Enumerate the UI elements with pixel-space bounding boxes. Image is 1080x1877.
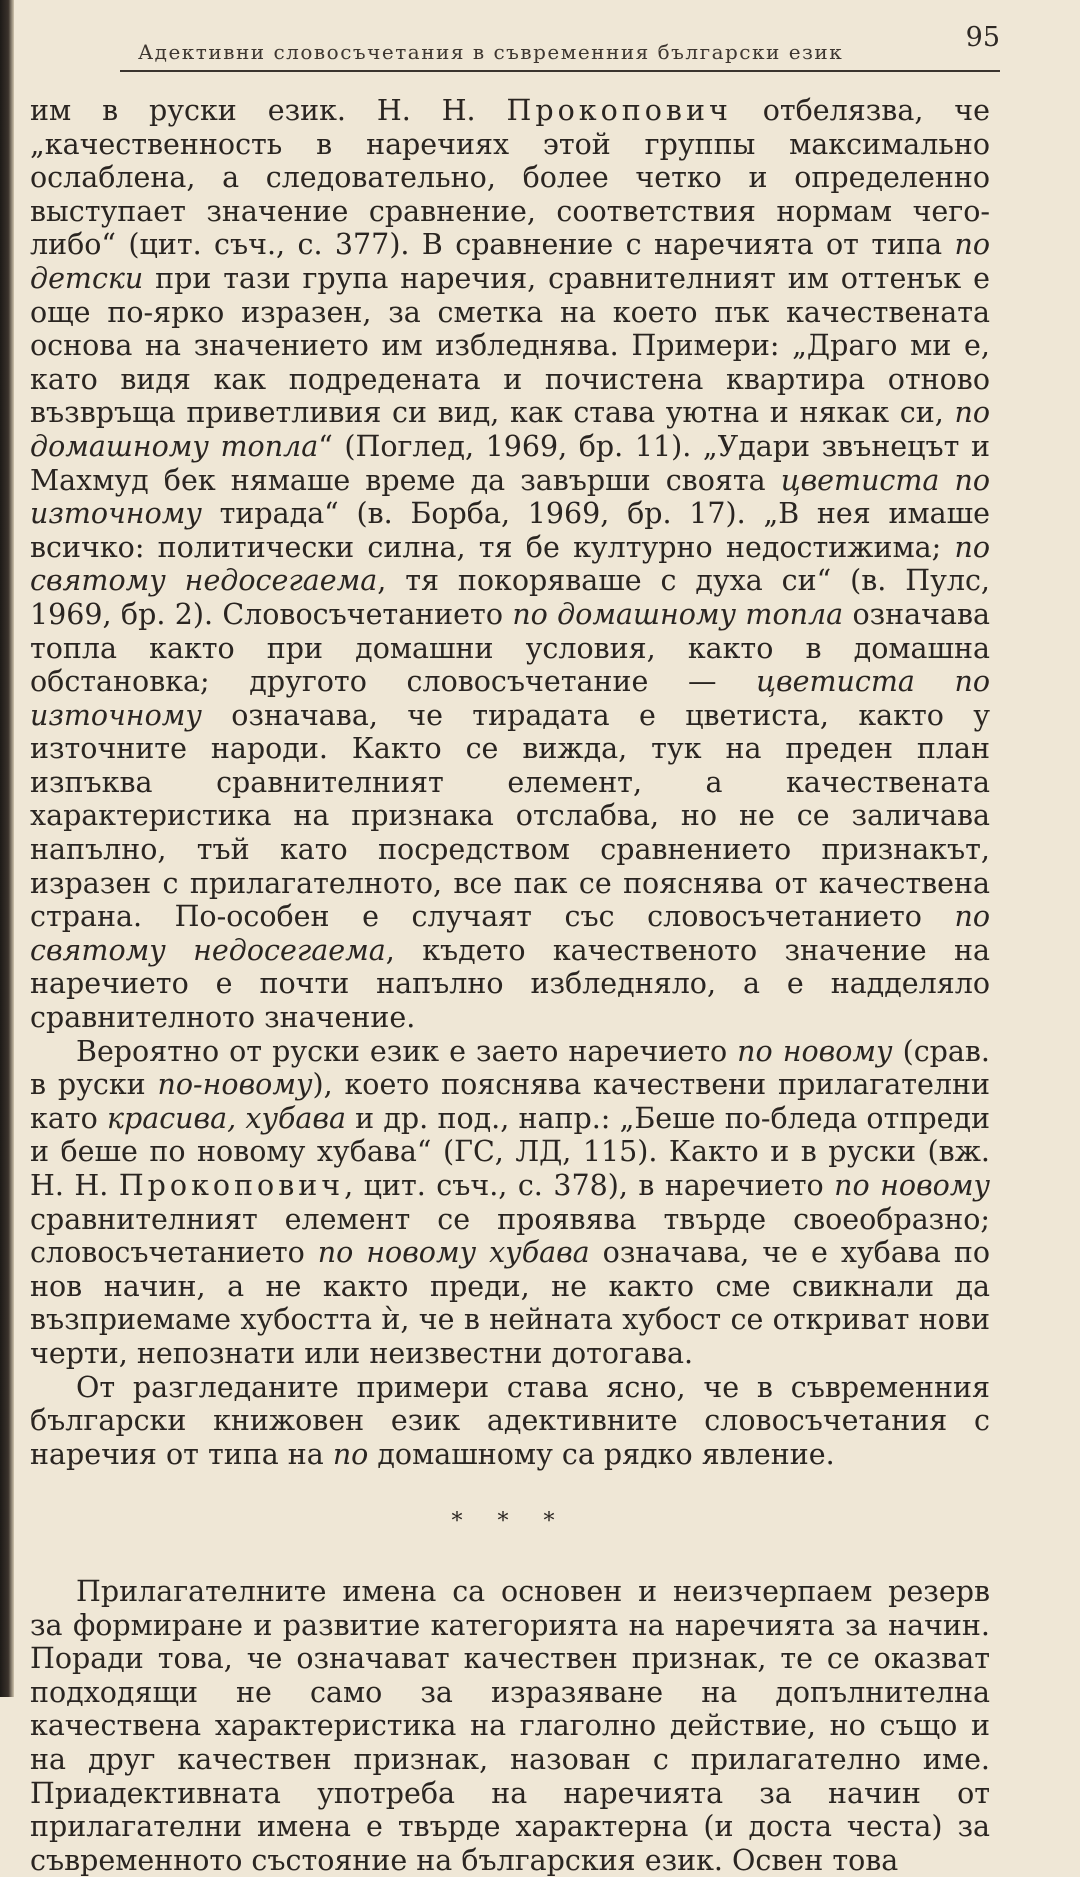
text-run: Вероятно от руски език е заето наречието — [76, 1034, 738, 1068]
page-header — [120, 22, 1000, 72]
italic-term: по святому недосегаема — [30, 530, 990, 598]
running-title: Адективни словосъчетания в съвременния български език — [138, 40, 844, 64]
text-run: означава, че тирадата е цветиста, както у източните народи. Както се вижда, тук на преден план изпъква сравнителният елемент, а качествената характеристика на признака отслабва, но не се заличава напълно, тъй като посредством сравнението признакът, изразен с прилагателното, все пак се пояснява от качествена страна. По-особен е случаят със словосъчетанието — [30, 698, 990, 934]
text-run: (срав. в руски — [30, 1034, 990, 1102]
italic-term: красива, хубава — [106, 1101, 346, 1135]
text-run: означава топла както при домашни условия, както в домашна обстановка; другото словосъчетание — — [30, 597, 991, 699]
page-number: 95 — [965, 22, 1000, 53]
italic-term: по-новому — [157, 1068, 313, 1102]
text-run: сравнителният елемент се проявява твърде своеобразно; словосъчетанието — [30, 1202, 990, 1270]
book-spine-shadow — [0, 0, 14, 1697]
italic-term: по святому недосегаема — [30, 900, 990, 967]
text-run: Прилагателните имена са основен и неизчерпаем резерв за формиране и развитие категорията на наречията за начин. Поради това, че означават качествен признак, те се оказват подходящи не само за изразяване на допълнителна качествена характеристика на глаголно действие, но също и на друг качествен признак, назован с прилагателно име. Приадективната употреба на наречията за начин от прилагателни имена е твърде характерна (и доста честа) за съвременното състояние на българския език. Освен това — [30, 1574, 990, 1877]
paragraph-1 — [30, 94, 990, 1035]
text-run: , тя покоряваше с духа си“ (в. Пулс, 1969, бр. 2). Словосъчетанието — [30, 564, 990, 631]
author-name: Прокопович — [506, 94, 732, 127]
italic-term: по новому хубава — [317, 1236, 590, 1270]
italic-term: по новому — [834, 1169, 990, 1202]
author-name: Прокопович — [118, 1169, 345, 1202]
italic-term: по — [332, 1437, 369, 1471]
text-run: им в руски език. Н. Н. — [30, 94, 507, 127]
italic-term: по домашному топла — [30, 396, 990, 463]
text-run: ), което пояснява качествени прилагателни като — [30, 1068, 990, 1135]
text-run: От разгледаните примери става ясно, че в съвременния български книжовен език адективните словосъчетания с наречия от типа на — [30, 1370, 990, 1471]
text-run: отбелязва, че „качественность в наречиях этой группы максимально ослаблена, а следовательно, более четко и определенно выступает значение сравнение, соответствия нормам чего-либо“ (цит. съч., с. 377). В сравнение с наречията от типа — [30, 94, 990, 262]
book-page — [20, 0, 1060, 1877]
text-run: тирада“ (в. Борба, 1969, бр. 17). „В нея имаше всичко: политически силна, тя бе културно недостижима; — [30, 497, 990, 564]
section-separator: * * * — [451, 1509, 569, 1535]
body-text — [30, 94, 990, 1877]
paragraph-3 — [30, 1371, 990, 1472]
text-run: “ (Поглед, 1969, бр. 11). „Удари звънецът и Махмуд бек нямаше време да завърши своята — [30, 429, 990, 497]
paragraph-4 — [30, 1575, 990, 1877]
italic-term: по детски — [30, 228, 990, 295]
paragraph-2 — [30, 1035, 990, 1371]
italic-term: по новому — [737, 1034, 893, 1068]
text-run: , където качественото значение на наречието е почти напълно избледняло, а е надделяло сравнителното значение. — [30, 933, 990, 1035]
text-run: и др. под., напр.: „Беше по-бледа отпреди и беше по новому хубава“ (ГС, ЛД, 115). Както и в руски (вж. Н. Н. — [30, 1101, 990, 1202]
text-run: означава, че е хубава по нов начин, а не както преди, не както сме свикнали да възприемаме хубостта ѝ, че в нейната хубост се откриват нови черти, непознати или неизвестни дотогава. — [30, 1236, 990, 1370]
text-run: при тази група наречия, сравнителният им оттенък е още по-ярко изразен, за сметка на което пък качествената основа на значението им избледнява. Примери: „Драго ми е, като видя как подредената и почистена квартира отново възвръща приветливия си вид, как става уютна и някак си, — [30, 261, 990, 430]
italic-term: по домашному топла — [512, 597, 844, 631]
text-run: домашному са рядко явление. — [368, 1437, 835, 1471]
italic-term: цветиста по източному — [30, 665, 990, 732]
italic-term: цветиста по източному — [30, 463, 990, 531]
text-run: , цит. съч., с. 378), в наречието — [344, 1169, 835, 1202]
